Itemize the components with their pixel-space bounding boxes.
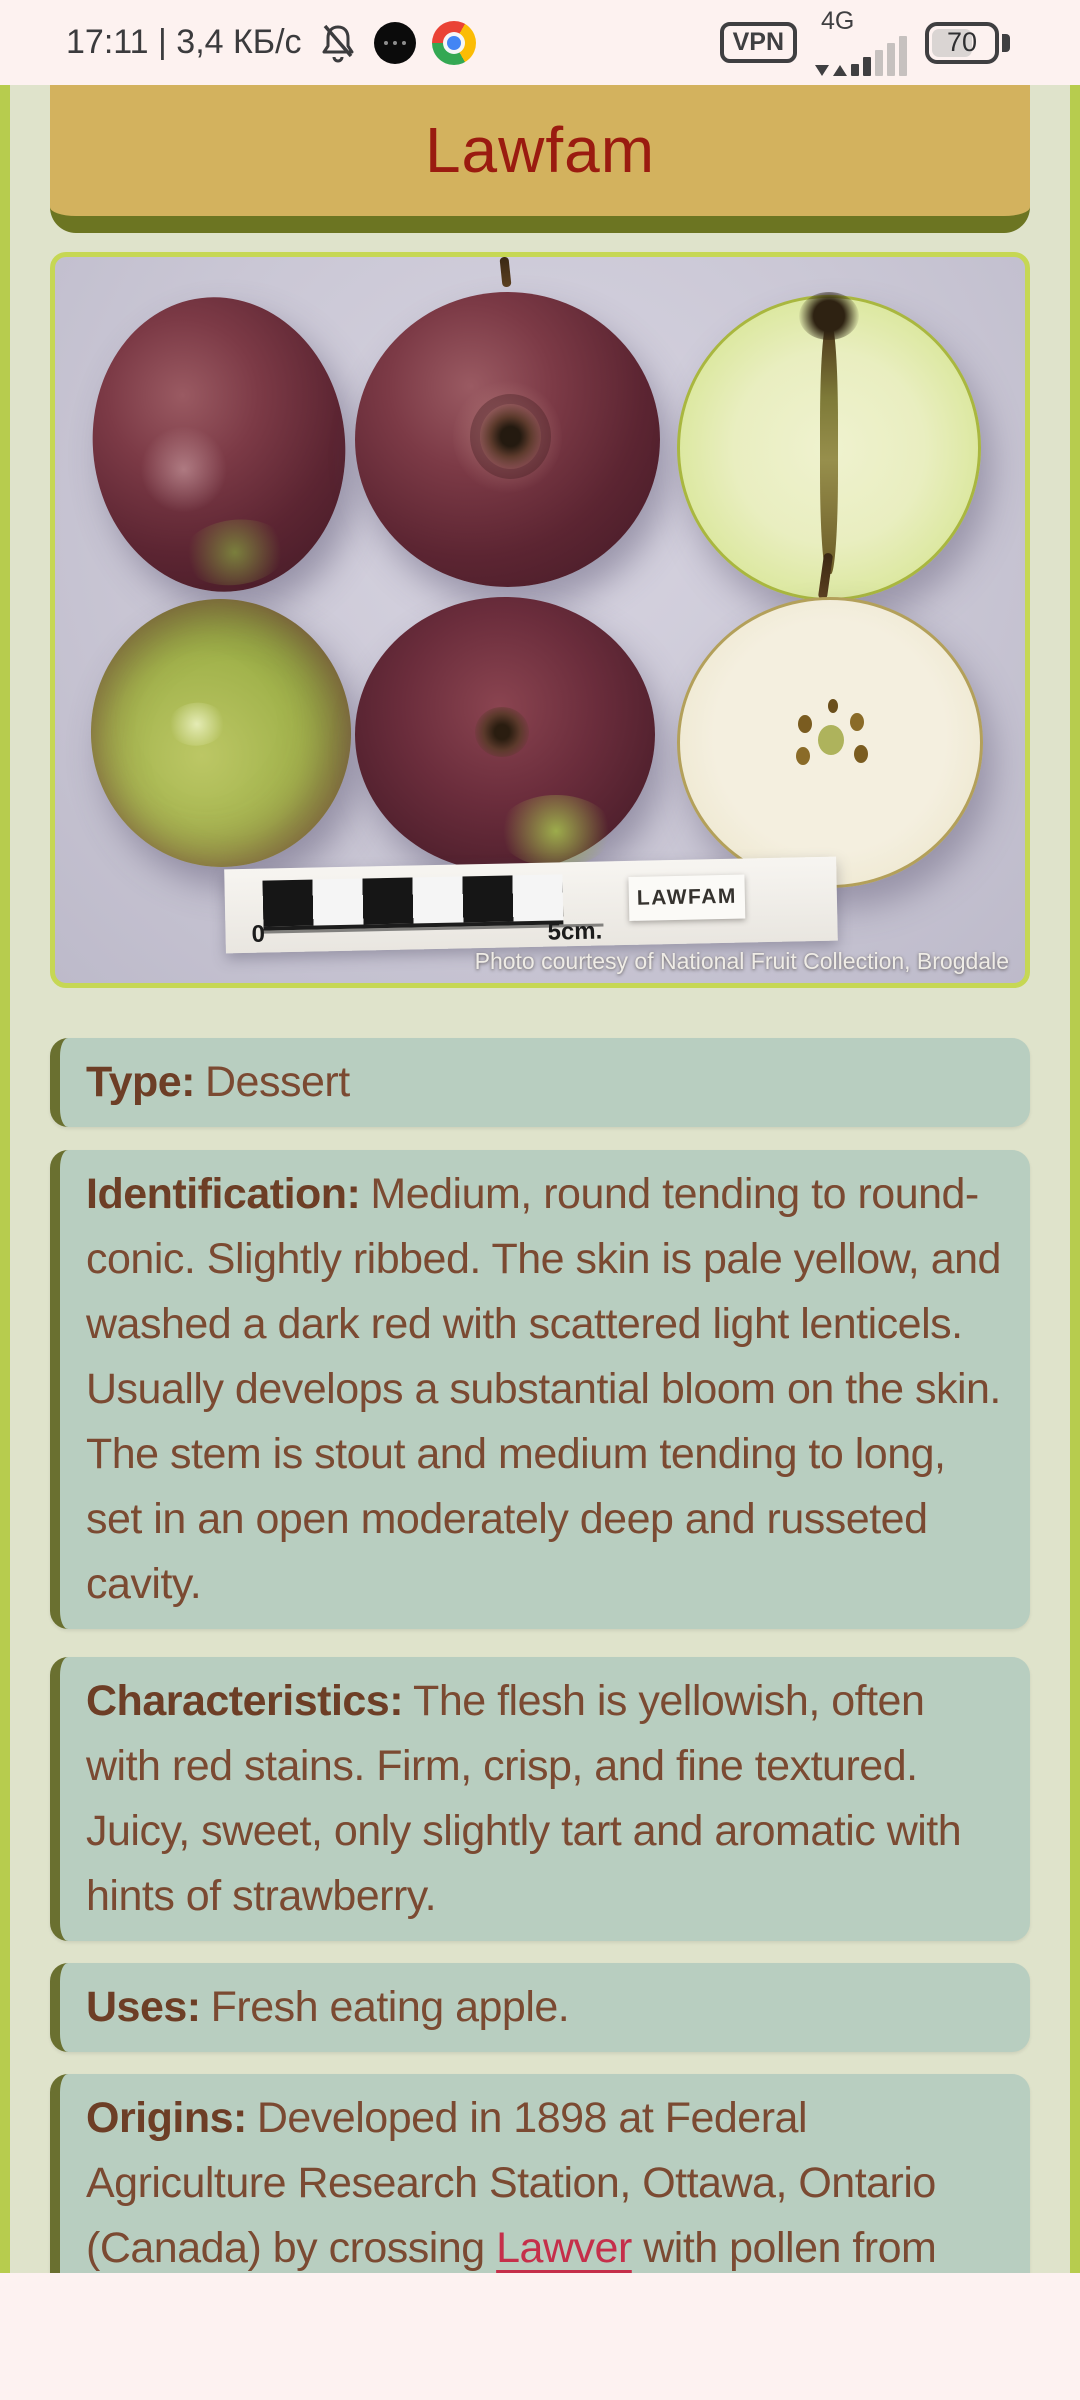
apple-half-cut-core <box>677 597 983 888</box>
chrome-icon <box>432 21 476 65</box>
photo-scale-ruler <box>224 857 838 954</box>
section-label: Type: <box>86 1058 195 1106</box>
apple-stem <box>499 257 511 288</box>
signal-bars <box>815 36 907 76</box>
notifications-muted-icon <box>318 22 358 64</box>
upload-arrow-icon <box>833 65 847 76</box>
apple-whole-dark-red <box>76 283 362 607</box>
section-identification <box>50 1150 1030 1629</box>
android-nav-bar <box>0 2273 1080 2400</box>
section-text: Developed in 1898 at Federal Agriculture Research Station, Ottawa, Ontario (Canada) by crossing <box>86 2094 936 2272</box>
web-page-content <box>0 85 1080 2273</box>
section-text: Dessert <box>205 1058 350 1106</box>
section-text: The flesh is yellowish, often with red stains. Firm, crisp, and fine textured. Juicy, sweet, only slightly tart and aromatic with hints of strawberry. <box>86 1677 962 1920</box>
section-text: Medium, round tending to round-conic. Slightly ribbed. The skin is pale yellow, and washed a dark red with scattered light lenticels. Usually develops a substantial bloom on the skin. The stem is stout and medium tending to long, set in an open moderately deep and russeted cavity. <box>86 1170 1001 1608</box>
section-uses <box>50 1963 1030 2052</box>
page-title-card <box>50 85 1030 233</box>
photo-credit: Photo courtesy of National Fruit Collection, Brogdale <box>474 948 1009 974</box>
signal-indicator <box>815 9 907 76</box>
apple-whole-dark-red-2 <box>355 597 655 872</box>
status-left-group <box>66 21 476 65</box>
battery-indicator <box>925 22 1010 64</box>
status-bar <box>0 0 1080 85</box>
network-type-label: 4G <box>821 7 855 35</box>
page-title: Lawfam <box>424 114 656 186</box>
status-time-speed: 17:11 | 3,4 КБ/с <box>66 23 302 61</box>
section-label: Uses: <box>86 1983 201 2031</box>
section-label: Identification: <box>86 1170 361 1218</box>
scale-cm-label: 5cm. <box>547 917 603 946</box>
lawver-link[interactable]: Lawver <box>496 2224 632 2272</box>
section-origins <box>50 2074 1030 2273</box>
section-text: with pollen from <box>631 2224 937 2272</box>
download-arrow-icon <box>815 65 829 76</box>
section-label: Origins: <box>86 2094 247 2142</box>
apple-whole-green-red <box>82 590 360 875</box>
vpn-badge: VPN <box>720 22 797 63</box>
variety-name-tag: LAWFAM <box>628 875 745 921</box>
apple-whole-calyx-view <box>355 292 660 587</box>
battery-percent: 70 <box>946 27 978 57</box>
section-text: Fresh eating apple. <box>210 1983 570 2031</box>
status-right-group <box>720 9 1010 76</box>
scale-zero-label: 0 <box>251 920 266 948</box>
section-characteristics <box>50 1657 1030 1941</box>
battery-tip <box>1002 34 1010 52</box>
section-label: Characteristics: <box>86 1677 404 1725</box>
section-type <box>50 1038 1030 1127</box>
scale-bar <box>262 874 563 930</box>
apple-photo <box>50 252 1030 988</box>
app-icon-black-circle <box>374 22 416 64</box>
